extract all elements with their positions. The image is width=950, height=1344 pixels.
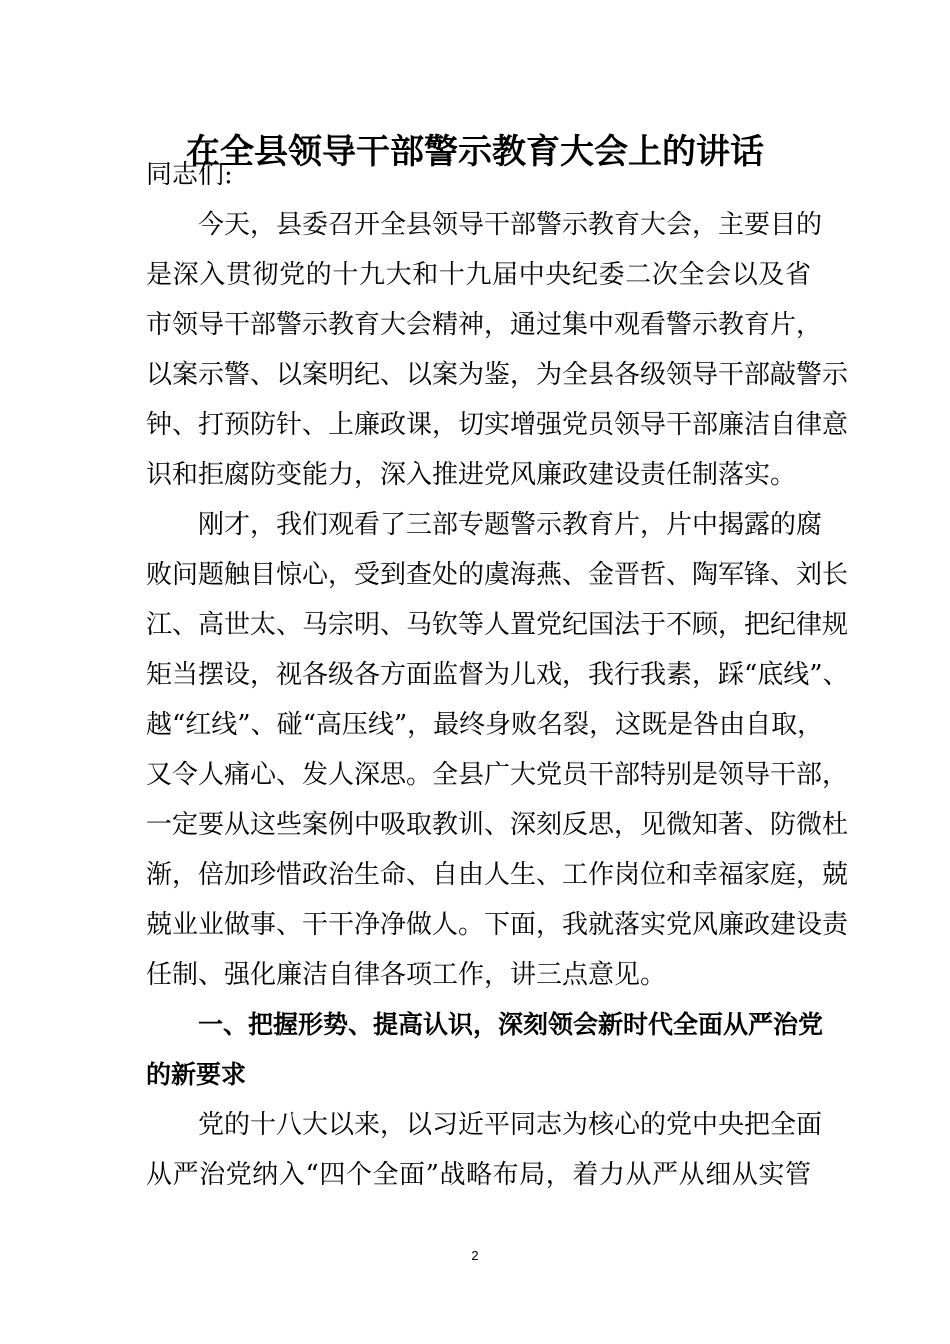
paragraph-line: 矩当摆设，视各级各方面监督为儿戏，我行我素，踩“底线”、 bbox=[146, 660, 849, 690]
section-heading-1 bbox=[146, 1000, 824, 1100]
paragraph-cases bbox=[146, 500, 849, 1000]
paragraph-line: 又令人痛心、发人深思。全县广大党员干部特别是领导干部， bbox=[146, 760, 849, 790]
paragraph-line: 钟、打预防针、上廉政课，切实增强党员领导干部廉洁自律意 bbox=[146, 410, 849, 440]
paragraph-line: 兢业业做事、干干净净做人。下面，我就落实党风廉政建设责 bbox=[146, 910, 849, 940]
heading-line: 一、把握形势、提高认识，深刻领会新时代全面从严治党 bbox=[198, 1010, 824, 1039]
paragraph-line: 败问题触目惊心，受到查处的虞海燕、金晋哲、陶军锋、刘长 bbox=[146, 560, 849, 590]
paragraph-line: 刚才，我们观看了三部专题警示教育片，片中揭露的腐 bbox=[198, 510, 823, 540]
paragraph-line: 江、高世太、马宗明、马钦等人置党纪国法于不顾，把纪律规 bbox=[146, 610, 849, 640]
paragraph-line: 以案示警、以案明纪、以案为鉴，为全县各级领导干部敲警示 bbox=[146, 360, 849, 390]
paragraph-line: 党的十八大以来，以习近平同志为核心的党中央把全面 bbox=[198, 1110, 823, 1140]
document-title: 在全县领导干部警示教育大会上的讲话 bbox=[186, 132, 764, 172]
document-body bbox=[146, 150, 849, 1200]
paragraph-line: 识和拒腐防变能力，深入推进党风廉政建设责任制落实。 bbox=[146, 460, 797, 490]
paragraph-line: 任制、强化廉洁自律各项工作，讲三点意见。 bbox=[146, 960, 667, 990]
heading-line: 的新要求 bbox=[146, 1060, 247, 1089]
paragraph-line: 是深入贯彻党的十九大和十九届中央纪委二次全会以及省 bbox=[146, 260, 811, 290]
paragraph-section-1 bbox=[146, 1100, 823, 1200]
paragraph-opening bbox=[146, 200, 849, 500]
paragraph-line: 渐，倍加珍惜政治生命、自由人生、工作岗位和幸福家庭，兢 bbox=[146, 860, 849, 890]
paragraph-line: 越“红线”、碰“高压线”，最终身败名裂，这既是咎由自取， bbox=[146, 710, 824, 740]
paragraph-line: 今天，县委召开全县领导干部警示教育大会，主要目的 bbox=[198, 210, 823, 240]
paragraph-line: 市领导干部警示教育大会精神，通过集中观看警示教育片， bbox=[146, 310, 823, 340]
paragraph-line: 从严治党纳入“四个全面”战略布局，着力从严从细从实管 bbox=[146, 1160, 811, 1190]
salutation: 同志们: bbox=[146, 160, 233, 190]
page-number: 2 bbox=[471, 1248, 479, 1263]
paragraph-line: 一定要从这些案例中吸取教训、深刻反思，见微知著、防微杜 bbox=[146, 810, 849, 840]
